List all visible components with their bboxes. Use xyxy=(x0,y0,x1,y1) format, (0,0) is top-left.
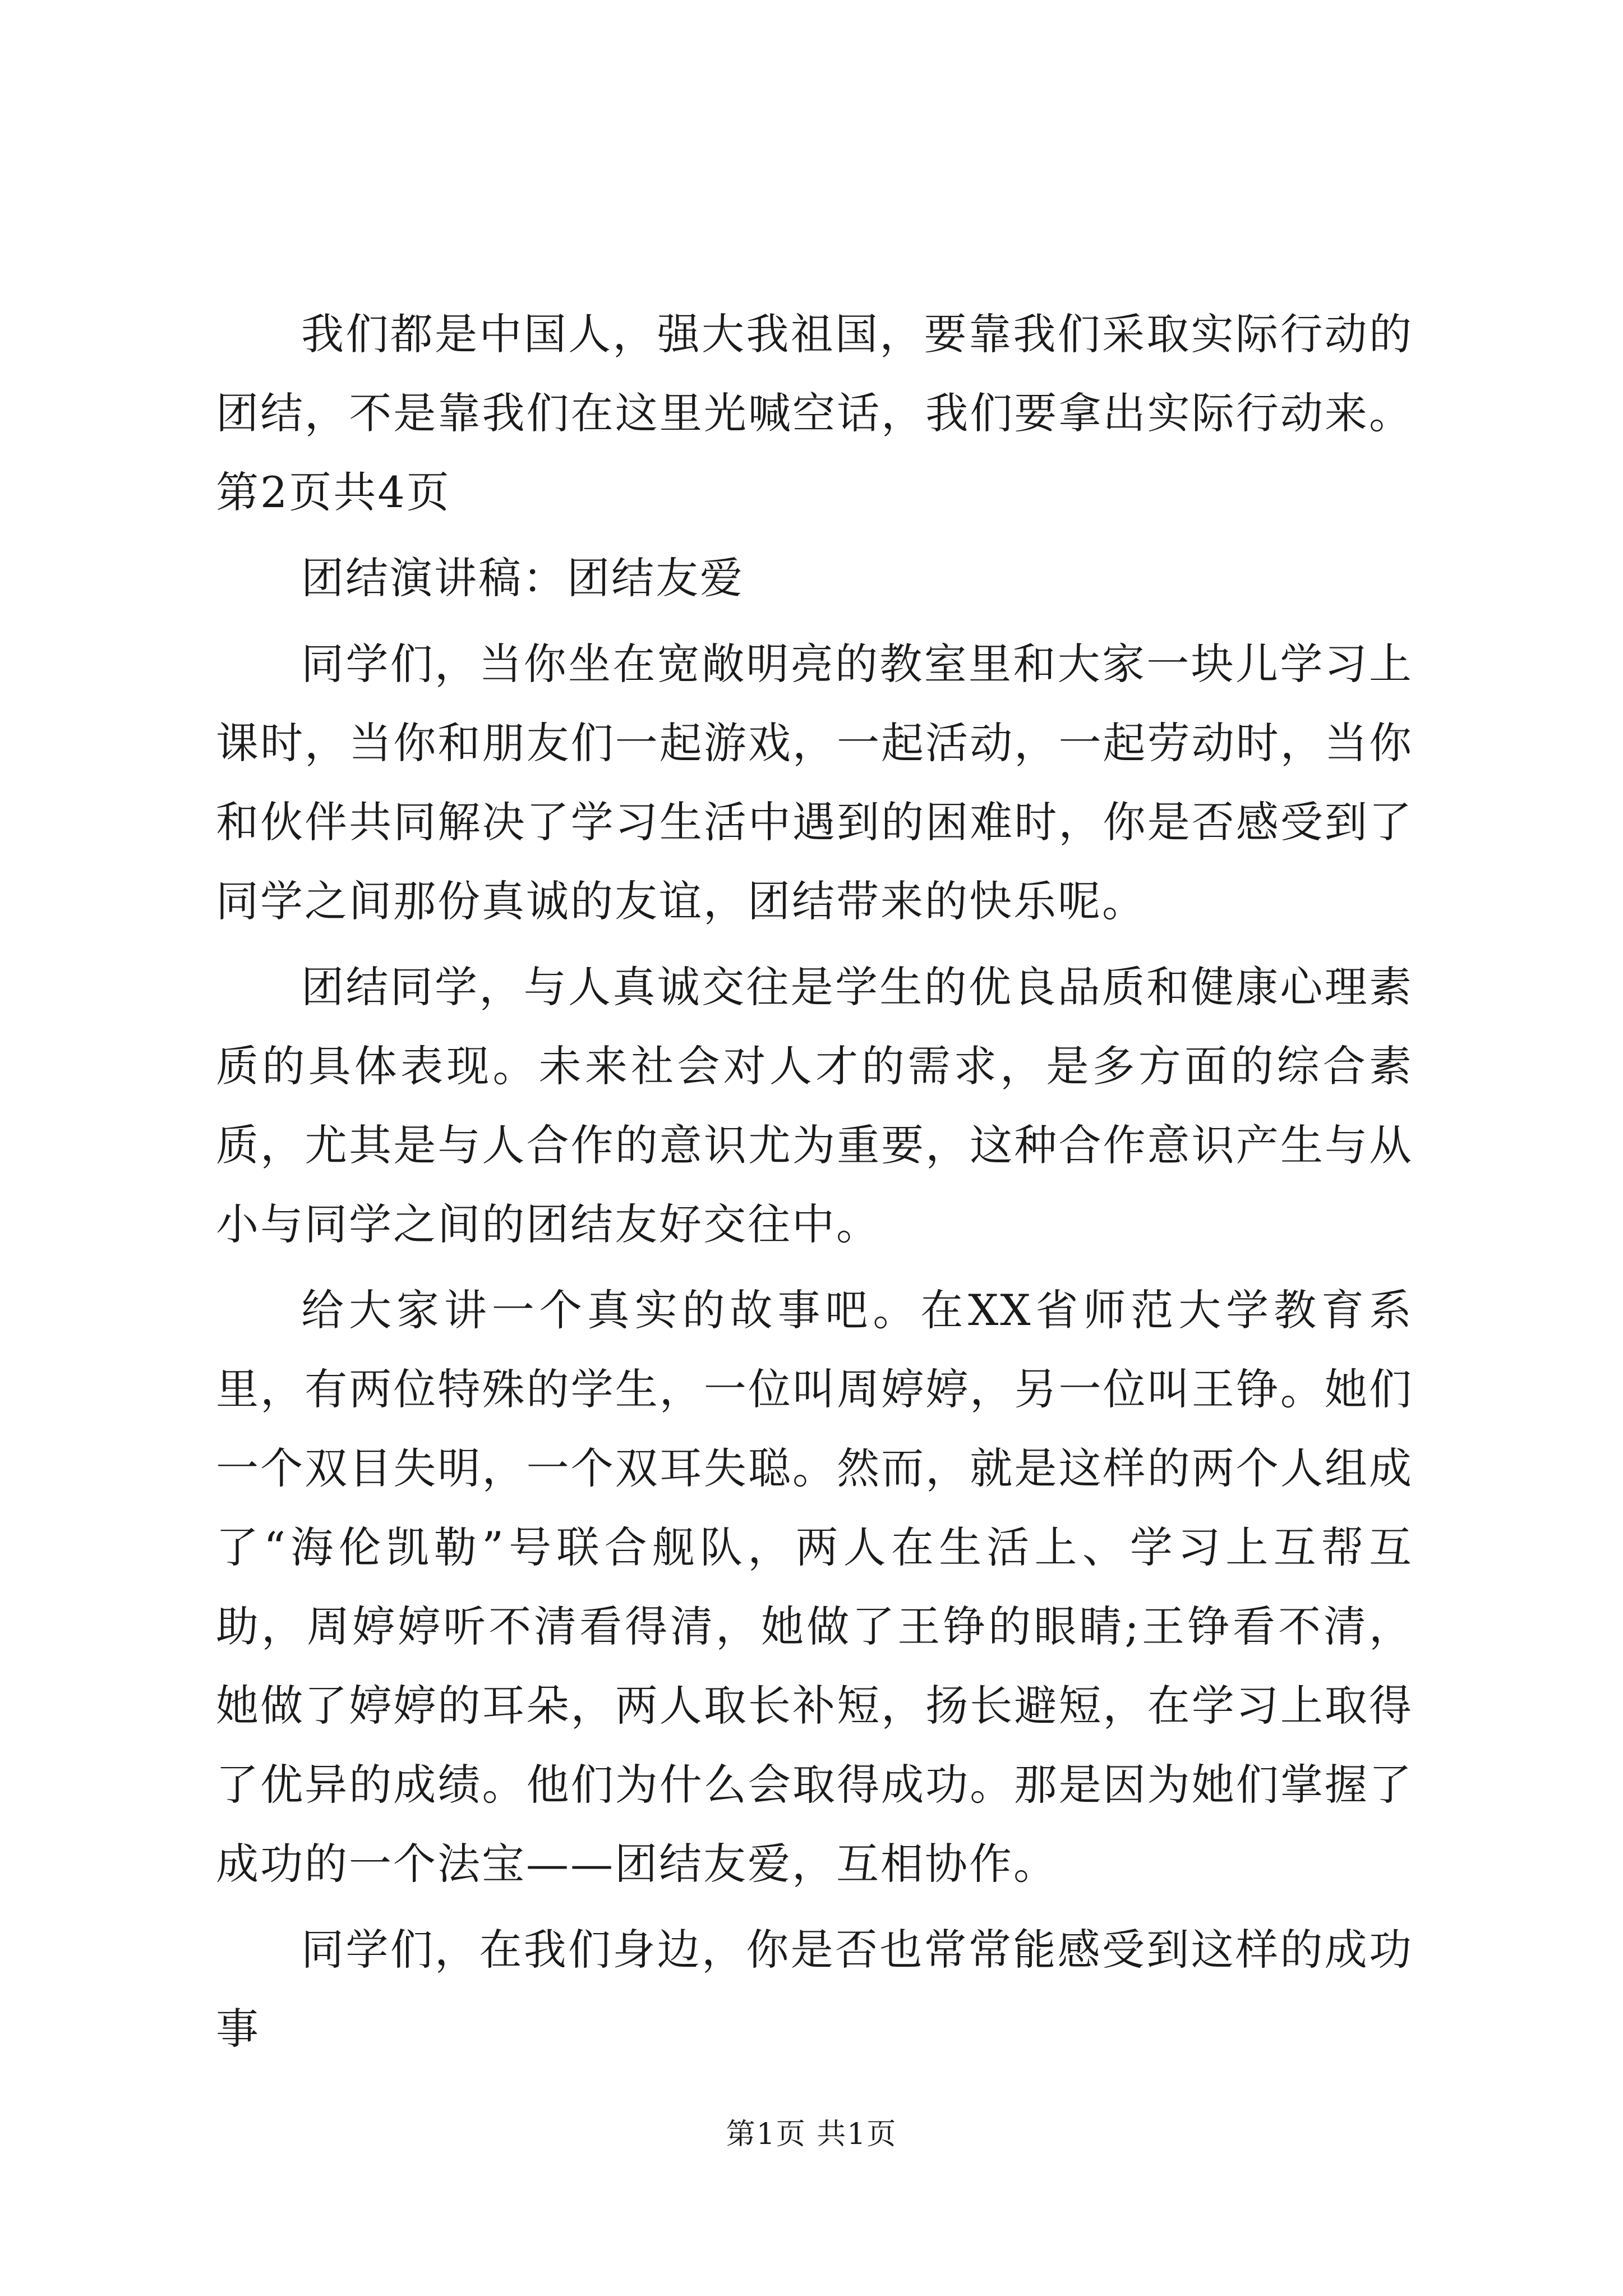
paragraph-story: 给大家讲一个真实的故事吧。在XX省师范大学教育系里，有两位特殊的学生，一位叫周婷婷，另一位叫王铮。她们一个双目失明，一个双耳失聪。然而，就是这样的两个人组成了“海伦凯勒”号联合舰队，两人在生活上、学习上互帮互助，周婷婷听不清看得清，她做了王铮的眼睛;王铮看不清，她做了婷婷的耳朵，两人取长补短，扬长避短，在学习上取得了优异的成绩。他们为什么会取得成功。那是因为她们掌握了成功的一个法宝——团结友爱，互相协作。 xyxy=(216,1285,1413,1889)
document-body xyxy=(216,295,1413,2068)
paragraph-cooperation: 团结同学，与人真诚交往是学生的优良品质和健康心理素质的具体表现。未来社会对人才的需求，是多方面的综合素质，尤其是与人合作的意识尤为重要，这种合作意识产生与从小与同学之间的团结友好交往中。 xyxy=(216,962,1413,1249)
paragraph-continuation: 同学们，在我们身边，你是否也常常能感受到这样的成功事 xyxy=(216,1925,1413,2054)
paragraph-friendship: 同学们，当你坐在宽敞明亮的教室里和大家一块儿学习上课时，当你和朋友们一起游戏，一起活动，一起劳动时，当你和伙伴共同解决了学习生活中遇到的困难时，你是否感受到了同学之间那份真诚的友谊，团结带来的快乐呢。 xyxy=(216,639,1413,926)
speech-title: 团结演讲稿：团结友爱 xyxy=(301,553,744,603)
page-footer: 第1页 共1页 xyxy=(726,2118,897,2151)
paragraph-closing-statement: 我们都是中国人，强大我祖国，要靠我们采取实际行动的团结，不是靠我们在这里光喊空话，我们要拿出实际行动来。第2页共4页 xyxy=(216,309,1413,517)
